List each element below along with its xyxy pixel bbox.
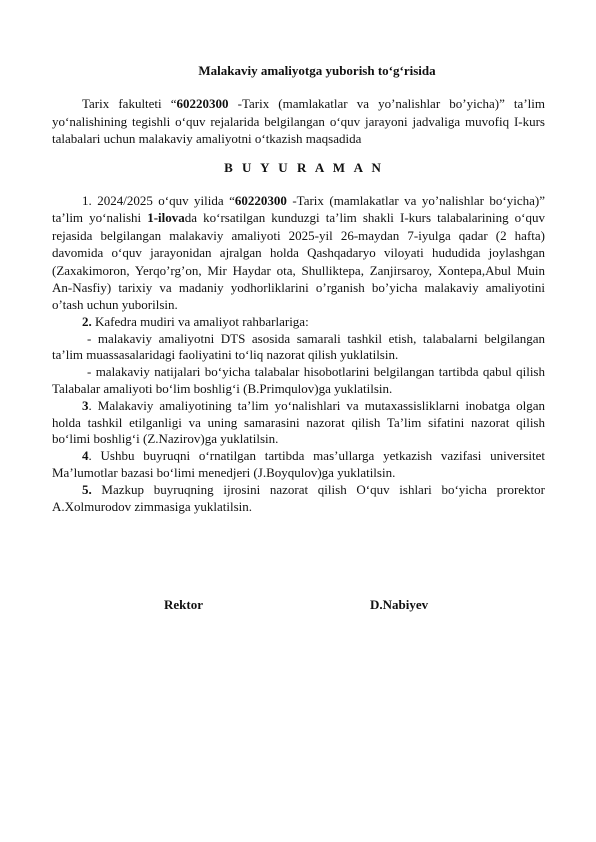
- item-1-text-c: da ko‘rsatilgan kunduzgi ta’lim shakli I-kurs talabalarining o‘quv rejasida belgilangan malakaviy amaliyoti 2025-yil 26-maydan 7-iyulga qadar (2 hafta) davomida o‘quv jarayonidan ajralgan holda Qashqadaryo viloyati hududida joylashgan (Zaxakimoron, Yerqo’rg’on, Mir Haydar ota, Shulliktepa, Zanjirsaroy, Xontepa,Abul Muin An-Nasfiy) tarixiy va madaniy yodhorliklarini o’rganish bo’yicha malakaviy amaliyotini o’tash uchun yuborilsin.: [52, 210, 545, 313]
- signatory-name: D.Nabiyev: [370, 597, 429, 612]
- order-item-3: [52, 398, 545, 448]
- item-2-number: 2.: [82, 313, 92, 329]
- order-item-2: [52, 314, 545, 331]
- program-code: 60220300: [176, 96, 229, 111]
- item-3-text: . Malakaviy amaliyotining ta’lim yo‘nalishlari va mutaxassisliklarni inobatga olgan holda tashkil etilganligi va uning samarasini nazorat qilish Ta’lim sifatini nazorat qilish bo‘limi boshlig‘i (Z.Nazirov)ga yuklatilsin.: [52, 397, 545, 447]
- item-5-text: Mazkup buyruqning ijrosini nazorat qilish O‘quv ishlari bo‘yicha prorektor A.Xolmurodov zimmasiga yuklatilsin.: [52, 481, 545, 514]
- order-item-2-sub-2: - malakaviy natijalari bo‘yicha talabalar hisobotlarini belgilangan tartibda qabul qilish Talabalar amaliyoti bo‘lim boshlig‘i (B.Primqulov)ga yuklatilsin.: [52, 364, 545, 397]
- preamble-text-end: -Tarix (mamlakatlar va yo’nalishlar bo’yicha)” ta’lim yo‘nalishining tegishli o‘quv rejalarida belgilangan o‘quv jarayoni jadvaliga muvofiq I-kurs talabalari uchun malakaviy amaliyotni o‘tkazish maqsadida: [52, 96, 545, 146]
- item-1-number: 1.: [82, 193, 92, 208]
- item-3-number: 3: [82, 397, 89, 413]
- item-1-program-code: 60220300: [234, 193, 287, 208]
- order-body: [52, 192, 545, 515]
- item-4-number: 4: [82, 448, 89, 464]
- item-1-annex: 1-ilova: [147, 210, 185, 226]
- item-2-text: Kafedra mudiri va amaliyot rahbarlariga:: [91, 313, 309, 329]
- signatory-position: Rektor: [164, 597, 203, 612]
- item-1-text-b: -Tarix (mamlakatlar va yo’nalishlar bo‘yicha)” ta’lim yo‘nalishi: [52, 193, 545, 226]
- order-item-5: [52, 482, 545, 516]
- item-5-number: 5.: [82, 481, 92, 497]
- order-item-1: [52, 192, 545, 314]
- order-item-4: [52, 448, 545, 482]
- document-title: Malakaviy amaliyotga yuborish to‘g‘risida: [198, 63, 436, 78]
- item-1-text-a: 2024/2025 o‘quv yilida “: [91, 193, 235, 208]
- preamble-text-start: Tarix fakulteti “: [82, 96, 177, 111]
- order-item-2-sub-1: - malakaviy amaliyotni DTS asosida samarali tashkil etish, talabalarni belgilangan ta’lim muassasalaridagi faoliyatini to‘liq nazorat qilish yuklatilsin.: [52, 330, 545, 363]
- preamble-paragraph: [52, 95, 545, 148]
- item-4-text: . Ushbu buyruqni o‘rnatilgan tartibda mas’ullarga yetkazish vazifasi universitet Ma’lumotlar bazasi bo‘limi menedjeri (J.Boyqulov)ga yuklatilsin.: [52, 448, 545, 481]
- order-heading: B U Y U R A M A N: [224, 160, 384, 175]
